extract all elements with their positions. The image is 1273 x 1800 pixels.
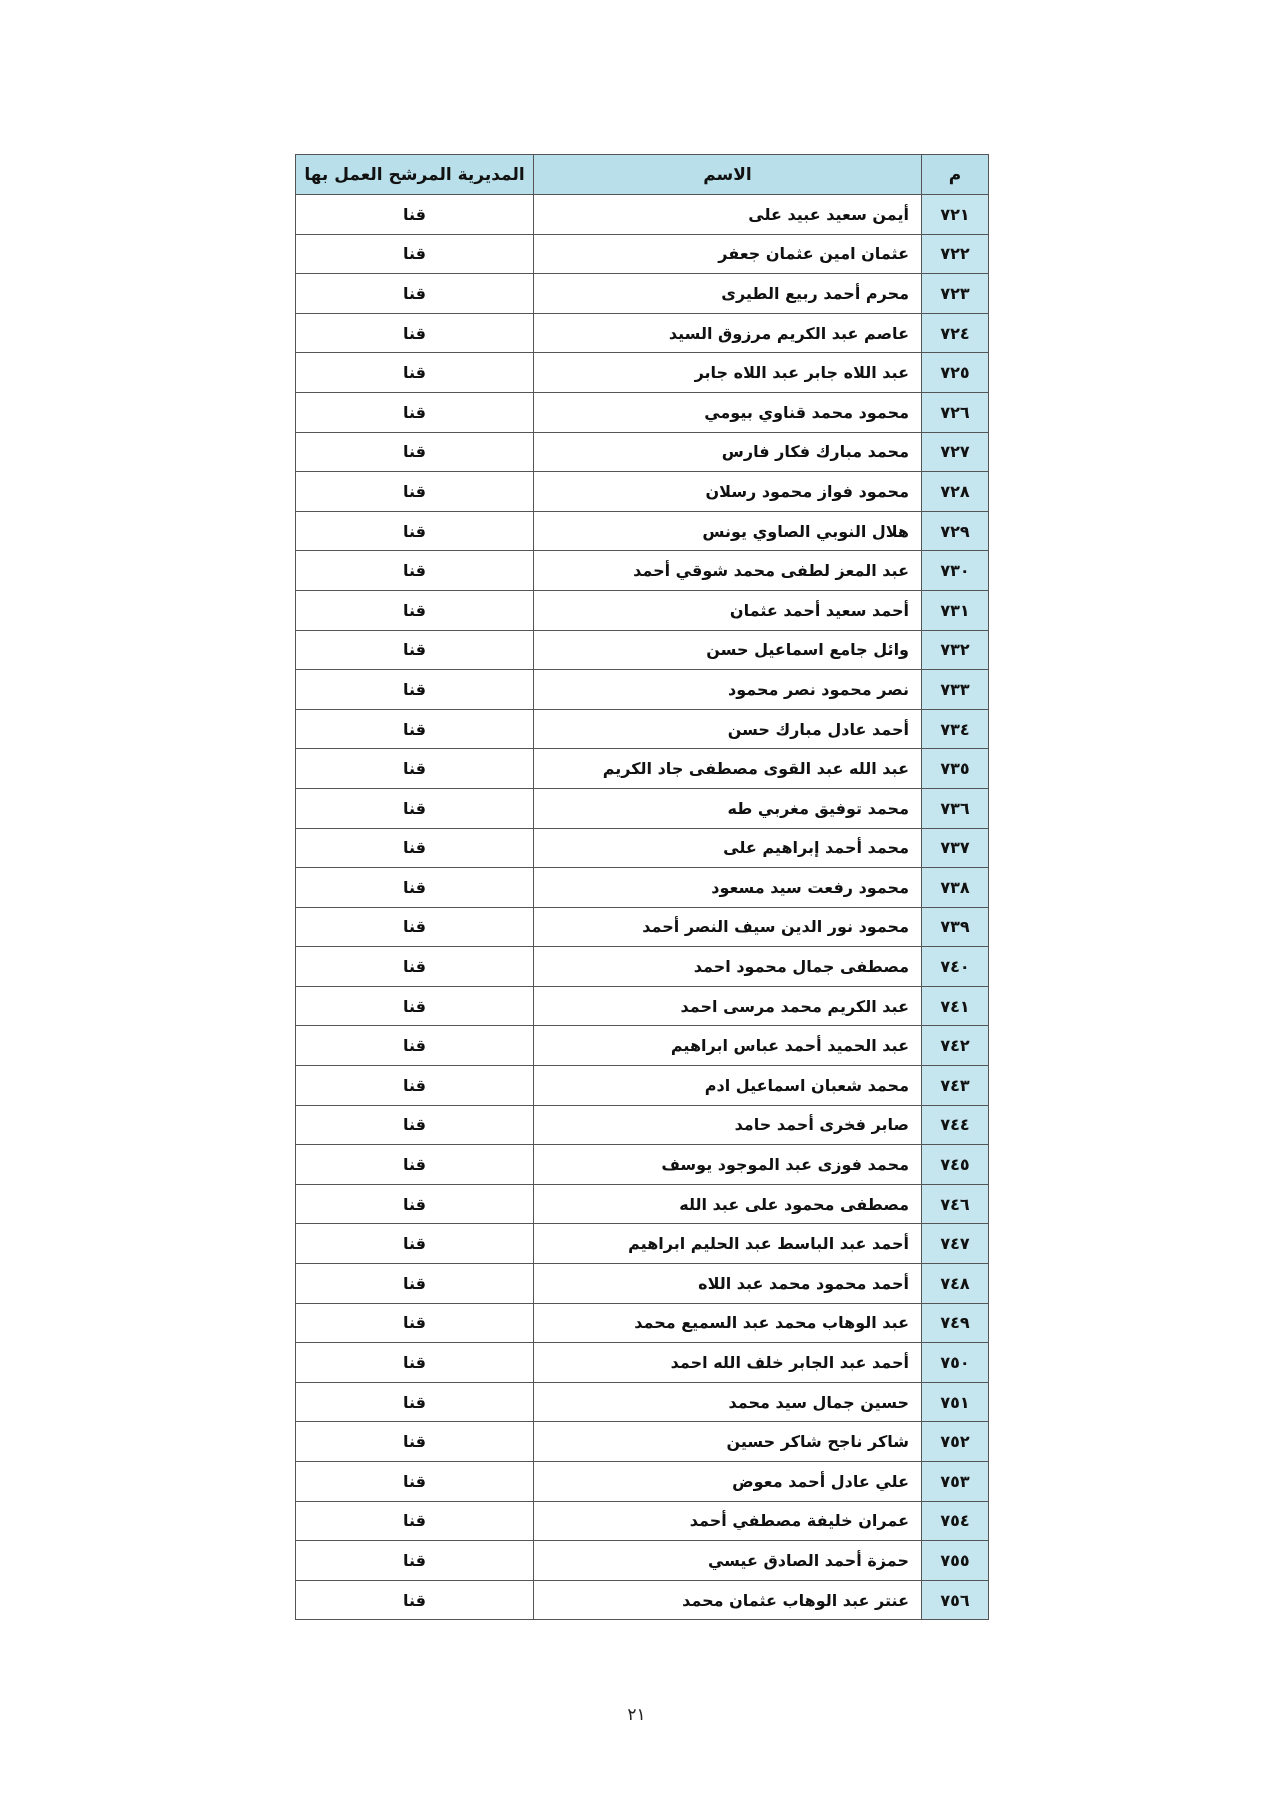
- table-row: [296, 195, 989, 235]
- header-name: الاسم: [534, 155, 922, 195]
- row-directorate: قنا: [296, 234, 534, 274]
- row-directorate: قنا: [296, 551, 534, 591]
- table-row: [296, 1462, 989, 1502]
- candidates-table: [295, 154, 989, 1620]
- header-number: م: [922, 155, 989, 195]
- row-name: محمد أحمد إبراهيم على: [534, 828, 922, 868]
- table-row: [296, 590, 989, 630]
- table-row: [296, 551, 989, 591]
- row-directorate: قنا: [296, 868, 534, 908]
- table-row: [296, 828, 989, 868]
- row-name: أحمد محمود محمد عبد اللاه: [534, 1264, 922, 1304]
- row-name: عبد اللاه جابر عبد اللاه جابر: [534, 353, 922, 393]
- row-directorate: قنا: [296, 432, 534, 472]
- row-number: ٧٥٠: [922, 1343, 989, 1383]
- table-row: [296, 1066, 989, 1106]
- row-directorate: قنا: [296, 353, 534, 393]
- row-directorate: قنا: [296, 1580, 534, 1620]
- row-number: ٧٤٨: [922, 1264, 989, 1304]
- row-number: ٧٣٢: [922, 630, 989, 670]
- row-name: أحمد سعيد أحمد عثمان: [534, 590, 922, 630]
- table-row: [296, 313, 989, 353]
- row-number: ٧٢١: [922, 195, 989, 235]
- row-name: محمود رفعت سيد مسعود: [534, 868, 922, 908]
- row-name: عمران خليفة مصطفي أحمد: [534, 1501, 922, 1541]
- row-directorate: قنا: [296, 709, 534, 749]
- row-name: أيمن سعيد عبيد على: [534, 195, 922, 235]
- row-directorate: قنا: [296, 630, 534, 670]
- row-name: علي عادل أحمد معوض: [534, 1462, 922, 1502]
- row-number: ٧٢٢: [922, 234, 989, 274]
- table-row: [296, 749, 989, 789]
- row-number: ٧٤٧: [922, 1224, 989, 1264]
- row-number: ٧٣٦: [922, 788, 989, 828]
- row-number: ٧٥٣: [922, 1462, 989, 1502]
- row-name: أحمد عبد الجابر خلف الله احمد: [534, 1343, 922, 1383]
- row-number: ٧٣١: [922, 590, 989, 630]
- row-directorate: قنا: [296, 1264, 534, 1304]
- row-directorate: قنا: [296, 828, 534, 868]
- row-directorate: قنا: [296, 1501, 534, 1541]
- row-name: محمد توفيق مغربي طه: [534, 788, 922, 828]
- candidates-table-container: [295, 154, 988, 1620]
- row-number: ٧٣٥: [922, 749, 989, 789]
- row-directorate: قنا: [296, 670, 534, 710]
- row-directorate: قنا: [296, 1422, 534, 1462]
- table-row: [296, 947, 989, 987]
- row-name: وائل جامع اسماعيل حسن: [534, 630, 922, 670]
- row-number: ٧٥٦: [922, 1580, 989, 1620]
- row-directorate: قنا: [296, 1343, 534, 1383]
- row-number: ٧٢٨: [922, 472, 989, 512]
- row-number: ٧٢٩: [922, 511, 989, 551]
- row-directorate: قنا: [296, 907, 534, 947]
- row-number: ٧٢٣: [922, 274, 989, 314]
- row-name: عاصم عبد الكريم مرزوق السيد: [534, 313, 922, 353]
- row-directorate: قنا: [296, 1184, 534, 1224]
- header-directorate: المديرية المرشح العمل بها: [296, 155, 534, 195]
- row-name: عثمان امين عثمان جعفر: [534, 234, 922, 274]
- row-name: أحمد عبد الباسط عبد الحليم ابراهيم: [534, 1224, 922, 1264]
- row-directorate: قنا: [296, 313, 534, 353]
- row-number: ٧٤٣: [922, 1066, 989, 1106]
- row-directorate: قنا: [296, 392, 534, 432]
- row-number: ٧٥١: [922, 1382, 989, 1422]
- row-number: ٧٣٩: [922, 907, 989, 947]
- row-name: محمد شعبان اسماعيل ادم: [534, 1066, 922, 1106]
- row-directorate: قنا: [296, 1026, 534, 1066]
- row-directorate: قنا: [296, 1066, 534, 1106]
- row-directorate: قنا: [296, 788, 534, 828]
- row-number: ٧٣٨: [922, 868, 989, 908]
- row-name: عبد الحميد أحمد عباس ابراهيم: [534, 1026, 922, 1066]
- row-number: ٧٢٦: [922, 392, 989, 432]
- row-name: صابر فخرى أحمد حامد: [534, 1105, 922, 1145]
- table-row: [296, 1224, 989, 1264]
- row-name: عبد المعز لطفى محمد شوقي أحمد: [534, 551, 922, 591]
- row-name: أحمد عادل مبارك حسن: [534, 709, 922, 749]
- row-number: ٧٥٥: [922, 1541, 989, 1581]
- row-directorate: قنا: [296, 472, 534, 512]
- table-row: [296, 511, 989, 551]
- row-name: مصطفى محمود على عبد الله: [534, 1184, 922, 1224]
- table-header-row: [296, 155, 989, 195]
- table-row: [296, 1264, 989, 1304]
- table-row: [296, 1501, 989, 1541]
- table-body: [296, 195, 989, 1620]
- table-row: [296, 1422, 989, 1462]
- row-directorate: قنا: [296, 195, 534, 235]
- row-number: ٧٤١: [922, 986, 989, 1026]
- row-number: ٧٣٣: [922, 670, 989, 710]
- table-row: [296, 1184, 989, 1224]
- row-number: ٧٢٧: [922, 432, 989, 472]
- row-name: عنتر عبد الوهاب عثمان محمد: [534, 1580, 922, 1620]
- row-number: ٧٢٥: [922, 353, 989, 393]
- table-row: [296, 907, 989, 947]
- row-number: ٧٤٦: [922, 1184, 989, 1224]
- row-name: هلال النوبي الصاوي يونس: [534, 511, 922, 551]
- row-name: عبد الله عبد القوى مصطفى جاد الكريم: [534, 749, 922, 789]
- table-row: [296, 392, 989, 432]
- table-row: [296, 1026, 989, 1066]
- row-name: حمزة أحمد الصادق عيسي: [534, 1541, 922, 1581]
- row-number: ٧٤٤: [922, 1105, 989, 1145]
- row-number: ٧٥٢: [922, 1422, 989, 1462]
- row-directorate: قنا: [296, 947, 534, 987]
- row-directorate: قنا: [296, 986, 534, 1026]
- row-name: نصر محمود نصر محمود: [534, 670, 922, 710]
- page-number: ٢١: [627, 1705, 646, 1725]
- row-number: ٧٣٧: [922, 828, 989, 868]
- row-directorate: قنا: [296, 749, 534, 789]
- row-number: ٧٢٤: [922, 313, 989, 353]
- row-name: حسين جمال سيد محمد: [534, 1382, 922, 1422]
- row-name: محمود فواز محمود رسلان: [534, 472, 922, 512]
- row-number: ٧٤٩: [922, 1303, 989, 1343]
- table-row: [296, 353, 989, 393]
- row-number: ٧٣٤: [922, 709, 989, 749]
- table-row: [296, 709, 989, 749]
- table-row: [296, 274, 989, 314]
- table-row: [296, 1145, 989, 1185]
- table-row: [296, 868, 989, 908]
- row-directorate: قنا: [296, 1105, 534, 1145]
- row-name: عبد الكريم محمد مرسى احمد: [534, 986, 922, 1026]
- table-row: [296, 1541, 989, 1581]
- row-number: ٧٤٢: [922, 1026, 989, 1066]
- table-row: [296, 472, 989, 512]
- row-directorate: قنا: [296, 511, 534, 551]
- table-row: [296, 1580, 989, 1620]
- table-row: [296, 630, 989, 670]
- row-name: عبد الوهاب محمد عبد السميع محمد: [534, 1303, 922, 1343]
- row-directorate: قنا: [296, 590, 534, 630]
- row-directorate: قنا: [296, 1541, 534, 1581]
- table-row: [296, 788, 989, 828]
- row-directorate: قنا: [296, 1303, 534, 1343]
- row-directorate: قنا: [296, 274, 534, 314]
- table-row: [296, 432, 989, 472]
- row-number: ٧٤٠: [922, 947, 989, 987]
- table-row: [296, 1105, 989, 1145]
- table-row: [296, 670, 989, 710]
- row-directorate: قنا: [296, 1382, 534, 1422]
- table-row: [296, 1382, 989, 1422]
- row-name: محمود نور الدين سيف النصر أحمد: [534, 907, 922, 947]
- table-row: [296, 1303, 989, 1343]
- row-directorate: قنا: [296, 1145, 534, 1185]
- row-name: محرم أحمد ربيع الطيرى: [534, 274, 922, 314]
- row-name: محمود محمد قناوي بيومي: [534, 392, 922, 432]
- table-row: [296, 234, 989, 274]
- table-row: [296, 1343, 989, 1383]
- row-number: ٧٣٠: [922, 551, 989, 591]
- row-name: محمد فوزى عبد الموجود يوسف: [534, 1145, 922, 1185]
- row-directorate: قنا: [296, 1224, 534, 1264]
- row-name: مصطفى جمال محمود احمد: [534, 947, 922, 987]
- row-directorate: قنا: [296, 1462, 534, 1502]
- row-number: ٧٥٤: [922, 1501, 989, 1541]
- table-row: [296, 986, 989, 1026]
- row-name: محمد مبارك فكار فارس: [534, 432, 922, 472]
- row-name: شاكر ناجح شاكر حسين: [534, 1422, 922, 1462]
- row-number: ٧٤٥: [922, 1145, 989, 1185]
